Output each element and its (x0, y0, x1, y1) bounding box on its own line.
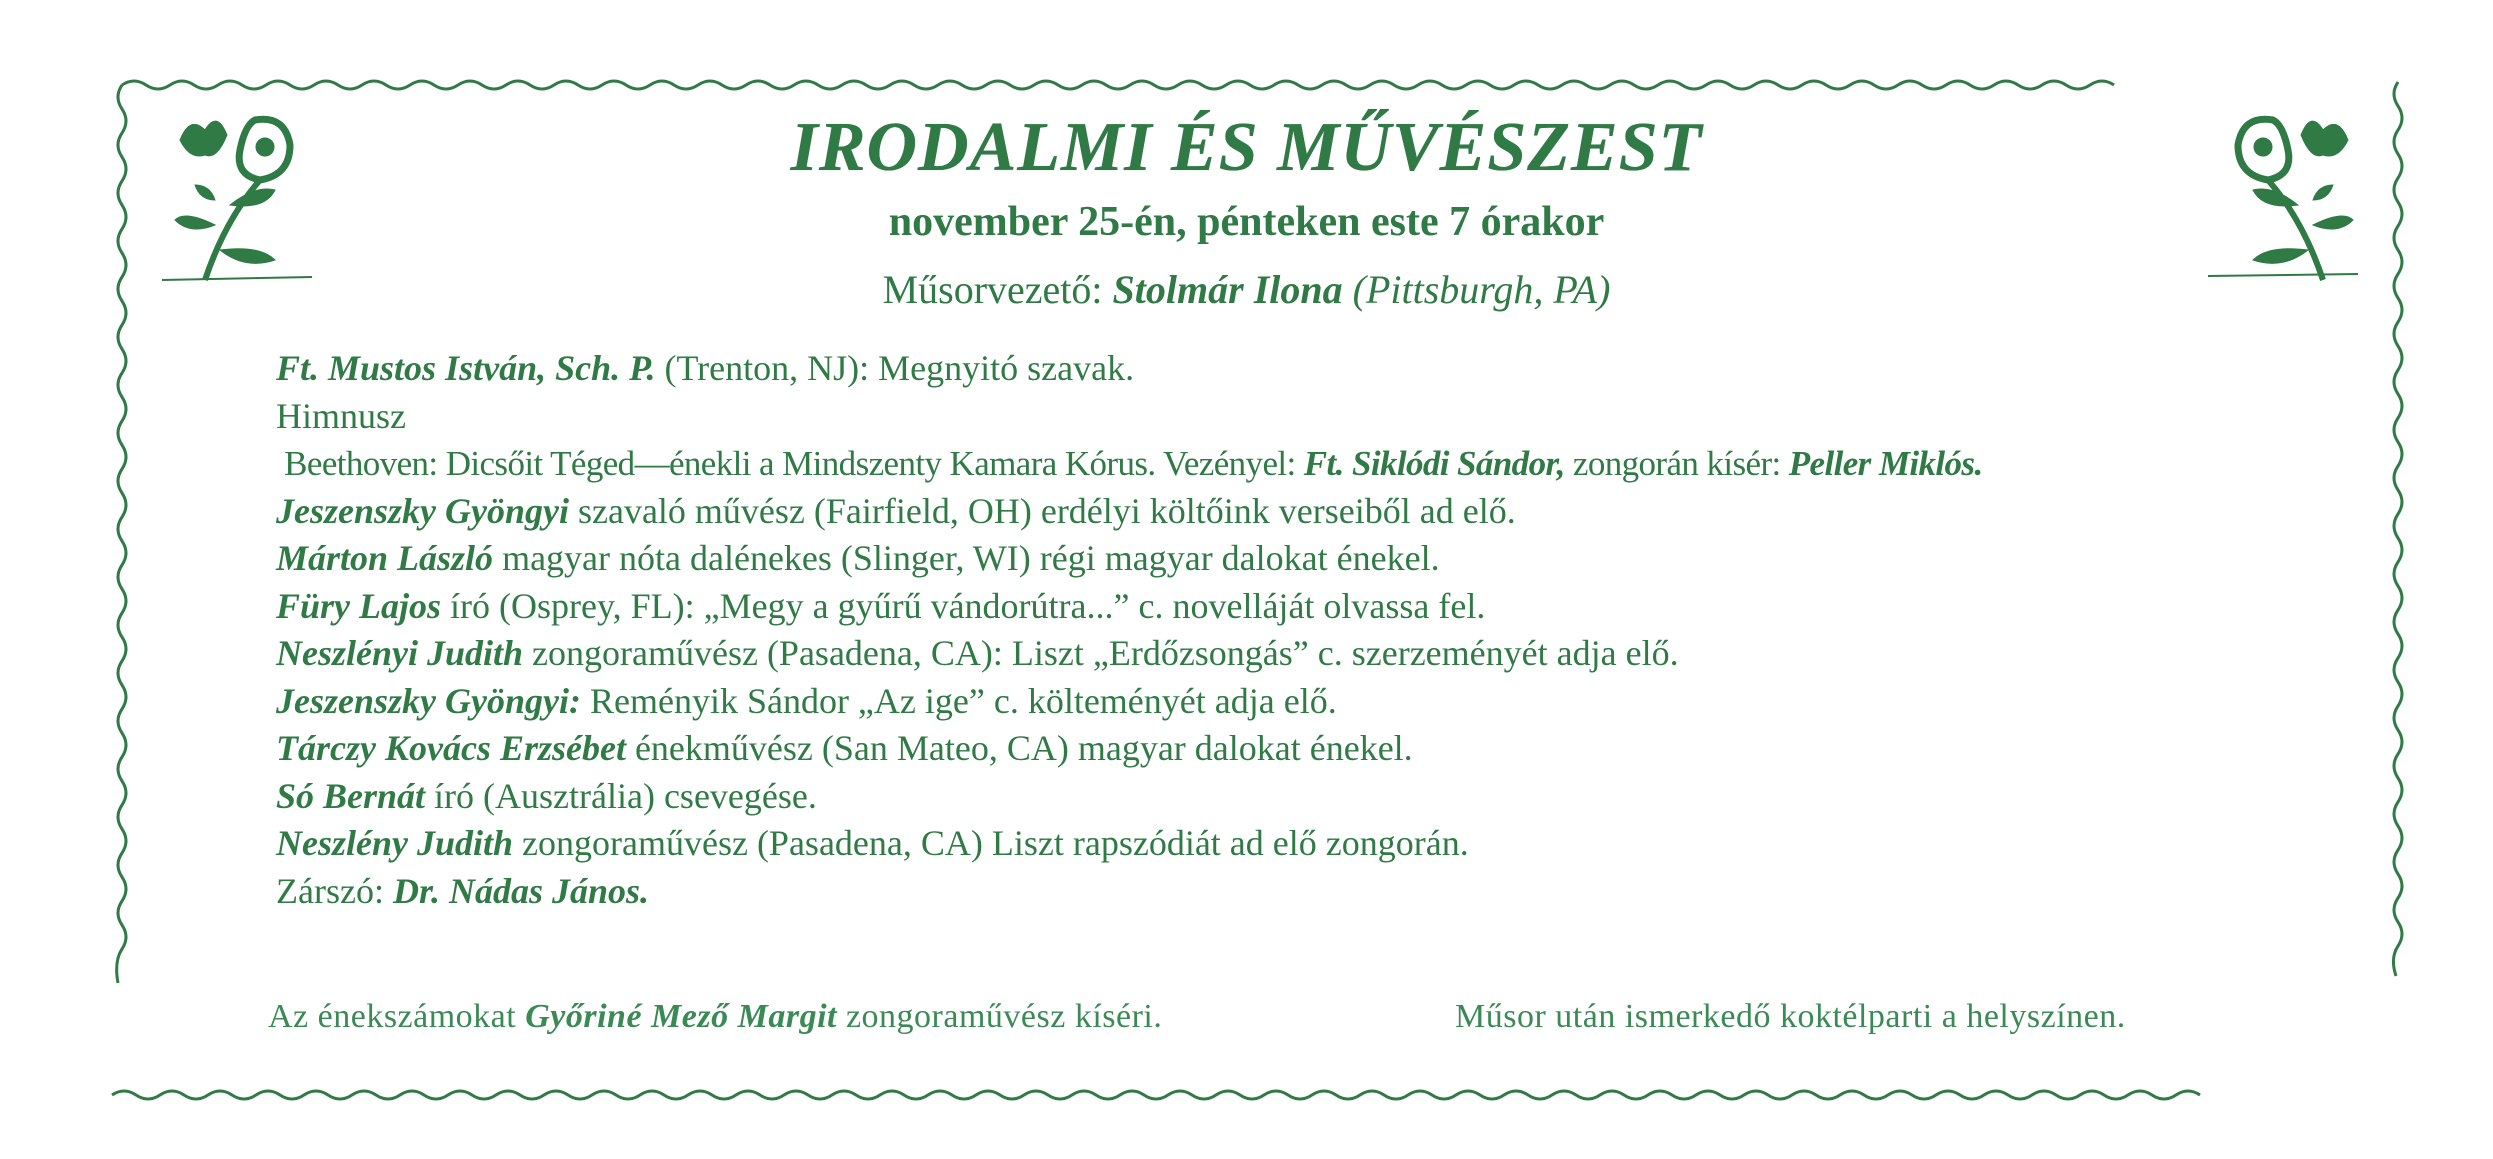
performer-name: Peller Miklós. (1788, 444, 1983, 483)
program-item (276, 488, 2276, 536)
program-item (276, 583, 2276, 631)
program-text: író (Osprey, FL): „Megy a gyűrű vándorútra...” c. novelláját olvassa fel. (441, 585, 1486, 626)
program-item (276, 345, 2276, 393)
accompanist-note (268, 998, 1162, 1036)
footer-text: Az énekszámokat (268, 998, 526, 1035)
program-text: zongoraművész (Pasadena, CA): Liszt „Erdőzsongás” c. szerzeményét adja elő. (523, 633, 1679, 673)
host-name: Stolmár Ilona (1112, 267, 1343, 312)
program-text: Beethoven: Dicsőit Téged—énekli a Mindszenty Kamara Kórus. Vezényel: (276, 444, 1304, 483)
program-text: zongorán kísér: (1564, 444, 1789, 483)
program-item (276, 393, 2276, 441)
program-text: Reményik Sándor „Az ige” c. költeményét adja elő. (580, 680, 1337, 721)
program-text: énekművész (San Mateo, CA) magyar dalokat énekel. (625, 728, 1413, 768)
program-text: szavaló művész (Fairfield, OH) erdélyi költőink verseiből ad elő. (568, 490, 1516, 531)
host-location: (Pittsburgh, PA) (1342, 267, 1611, 312)
program-text: (Trenton, NJ): Megnyitó szavak. (655, 348, 1135, 388)
border-top (122, 81, 2114, 89)
performer-name: Neszlény Judith (276, 823, 514, 863)
footer-text: zongoraművész kíséri. (836, 998, 1163, 1035)
performer-name: Neszlényi Judith (276, 633, 524, 673)
program-item (276, 773, 2276, 821)
program-item (276, 725, 2276, 773)
performer-name: Jeszenszky Gyöngyi (276, 490, 569, 531)
performer-name: Só Bernát (276, 775, 426, 816)
program-text: zongoraművész (Pasadena, CA) Liszt rapszódiát ad elő zongorán. (513, 823, 1469, 863)
program-list (276, 345, 2276, 915)
performer-name: Ft. Mustos István, Sch. P. (276, 348, 656, 388)
program-item (276, 535, 2276, 583)
program-item (276, 630, 2276, 678)
program-text: Himnusz (276, 395, 406, 436)
performer-name: Tárczy Kovács Erzsébet (276, 728, 626, 768)
accompanist-name: Győriné Mező Margit (525, 998, 837, 1035)
performer-name: Dr. Nádas János. (392, 870, 650, 911)
program-text: magyar nóta dalénekes (Slinger, WI) régi magyar dalokat énekel. (493, 538, 1440, 578)
performer-name: Füry Lajos (276, 585, 442, 626)
program-text: író (Ausztrália) csevegése. (425, 775, 817, 816)
border-bottom (112, 1091, 2200, 1099)
program-item (276, 868, 2276, 916)
host-label: Műsorvezető: (882, 267, 1113, 312)
program-item (276, 678, 2276, 726)
program-item (276, 820, 2276, 868)
performer-name: Jeszenszky Gyöngyi: (276, 680, 581, 721)
performer-name: Ft. Siklódi Sándor, (1303, 444, 1565, 483)
host-line (0, 266, 2493, 313)
performer-name: Márton László (276, 538, 494, 578)
event-title: IRODALMI ÉS MŰVÉSZEST (790, 109, 1703, 186)
program-item (276, 440, 2276, 488)
reception-note: Műsor után ismerkedő koktélparti a helyszínen. (1455, 998, 2126, 1035)
program-text: Zárszó: (276, 870, 393, 911)
event-date: november 25-én, pénteken este 7 órakor (888, 199, 1605, 245)
